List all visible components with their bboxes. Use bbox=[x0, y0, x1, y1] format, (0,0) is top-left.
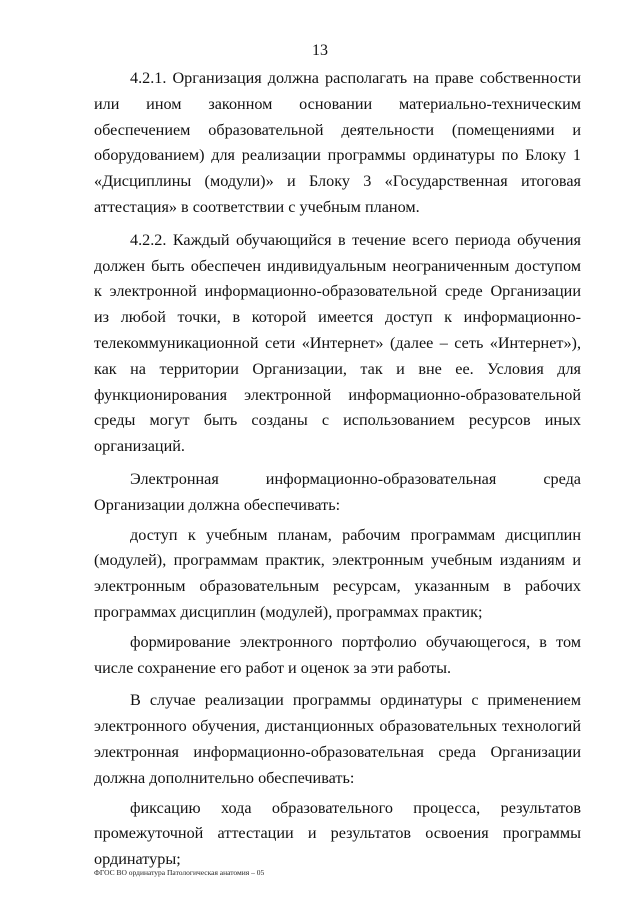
paragraph-4-2-2: 4.2.2. Каждый обучающийся в течение всего периода обучения должен быть обеспечен индивидуальным неограниченным доступом к электронной информационно-образовательной среде Организации из любой точки, в которой имеется доступ к информационно-телекоммуникационной сети «Интернет» (далее – сеть «Интернет»), как на территории Организации, так и вне ее. Условия для функционирования электронной информационно-образовательной среды могут быть созданы с использованием ресурсов иных организаций. bbox=[94, 230, 581, 456]
footer-note: ФГОС ВО ординатура Патологическая анатомия – 05 bbox=[94, 868, 265, 877]
page-number: 13 bbox=[312, 42, 328, 59]
paragraph-4-2-1: 4.2.1. Организация должна располагать на праве собственности или ином законном основании материально-техническим обеспечением образовательной деятельности (помещениями и оборудованием) для реализации программы ординатуры по Блоку 1 «Дисциплины (модули)» и Блоку 3 «Государственная итоговая аттестация» в соответствии с учебным планом. bbox=[94, 69, 581, 216]
paragraph-access-item: доступ к учебным планам, рабочим программам дисциплин (модулей), программам практик, электронным учебным изданиям и электронным образовательным ресурсам, указанным в рабочих программах дисциплин (модулей), программах практик; bbox=[94, 525, 581, 621]
paragraph-eios-requirements: Электронная информационно-образовательная среда Организации должна обеспечивать: bbox=[94, 469, 581, 514]
paragraph-portfolio-item: формирование электронного портфолио обучающегося, в том числе сохранение его работ и оценок за эти работы. bbox=[94, 632, 581, 677]
paragraph-distance-learning: В случае реализации программы ординатуры с применением электронного обучения, дистанционных образовательных технологий электронная информационно-образовательная среда Организации должна дополнительно обеспечивать: bbox=[94, 691, 581, 787]
paragraph-recording-item: фиксацию хода образовательного процесса, результатов промежуточной аттестации и результатов освоения программы ординатуры; bbox=[94, 798, 581, 869]
document-body bbox=[94, 66, 581, 880]
